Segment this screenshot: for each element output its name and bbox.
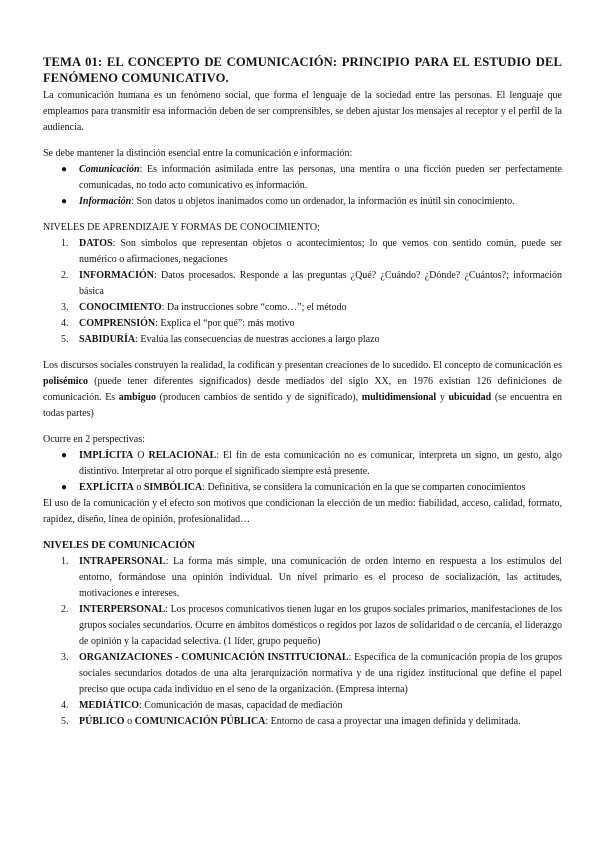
list-item: 5. PÚBLICO o COMUNICACIÓN PÚBLICA: Entorno de casa a proyectar una imagen definida y delimitada. [61, 716, 521, 727]
knowledge-heading: NIVELES DE APRENDIZAJE Y FORMAS DE CONOCIMIENTO; [43, 222, 320, 233]
distinction-list [43, 162, 562, 210]
list-item: 1. INTRAPERSONAL: La forma más simple, una comunicación de orden interno en respuesta a los estímulos del entorno, formándose una opinión individual. Un nivel primario es el proceso de socialización, las actitudes, motivaciones e intereses. [61, 556, 562, 599]
communication-levels-list [43, 554, 562, 730]
list-item: 1. DATOS: Son símbolos que representan objetos o acontecimientos; lo que vemos con sentido común, puede ser numérico o afirmaciones, negaciones [61, 238, 562, 265]
list-item: 2. INFORMACIÓN: Datos procesados. Responde a las preguntas ¿Qué? ¿Cuándo? ¿Dónde? ¿Cuántos?; información básica [61, 270, 562, 297]
list-item: 5. SABIDURÍA: Evalúa las consecuencias de nuestras acciones a largo plazo [61, 334, 380, 345]
bullet-icon: ● [61, 164, 68, 175]
communication-levels-heading: NIVELES DE COMUNICACIÓN [43, 540, 195, 551]
document-title: TEMA 01: EL CONCEPTO DE COMUNICACIÓN: PRINCIPIO PARA EL ESTUDIO DEL FENÓMENO COMUNICATIVO. [43, 55, 562, 85]
list-item: 4. COMPRENSIÓN: Explica el “por qué”: más motivo [61, 318, 295, 329]
bullet-icon: ● [61, 482, 68, 493]
list-item: ● IMPLÍCITA O RELACIONAL: El fin de esta comunicación no es comunicar, interpreta un signo, un gesto, algo distintivo. Interpretar al otro porque el significado siempre está presente. [61, 450, 562, 477]
perspectives-list [43, 448, 562, 496]
perspectives-lead: Ocurre en 2 perspectivas: [43, 434, 145, 445]
bullet-icon: ● [61, 196, 68, 207]
list-item: 2. INTERPERSONAL: Los procesos comunicativos tienen lugar en los grupos sociales primarios, manifestaciones de los grupos sociales secundarios. Ocurre en ámbitos domésticos o regidos por lazos de solidaridad o de cercanía, el liderazgo de opinión y la capacidad selectiva. (1 líder, grupo pequeño) [61, 604, 562, 647]
list-item: ● Información: Son datos u objetos inanimados como un ordenador, la información es inútil sin conocimiento. [79, 194, 562, 210]
list-item: ● Comunicación: Es información asimilada entre las personas, una mentira o una ficción pueden ser perfectamente comunicadas, no todo acto comunicativo es información. [61, 164, 562, 191]
distinction-lead: Se debe mantener la distinción esencial entre la comunicación e información: [43, 148, 353, 159]
intro-paragraph: La comunicación humana es un fenómeno social, que forma el lenguaje de la sociedad entre las personas. El lenguaje que empleamos para transmitir esa información deben de ser comprensibles, se deben ajustar los mensajes al receptor y el perfil de la audiencia. [43, 90, 562, 133]
perspectives-closing: El uso de la comunicación y el efecto son motivos que condicionan la elección de un medio: fiabilidad, acceso, calidad, formato, rapidez, diseño, línea de opinión, profesionalidad… [43, 498, 562, 525]
knowledge-list [43, 236, 562, 348]
discourse-paragraph: Los discursos sociales construyen la realidad, la codifican y presentan creaciones de lo sucedido. El concepto de comunicación es polisémico (puede tener diferentes significados) desde mediados del siglo XX, en 1976 existían 126 definiciones de comunicación. Es ambiguo (producen cambios de sentido y de significado), multidimensional y ubicuidad (se encuentra en todas partes) [43, 360, 563, 419]
bullet-icon: ● [61, 450, 68, 461]
list-item: 4. MEDIÁTICO: Comunicación de masas, capacidad de mediación [61, 700, 343, 711]
list-item: 3. CONOCIMIENTO: Da instrucciones sobre “como…”; el método [61, 302, 347, 313]
list-item: 3. ORGANIZACIONES - COMUNICACIÓN INSTITUCIONAL: Específica de la comunicación propia de los grupos sociales secundarios dotados de una alta jerarquización normativa y de una rigidez institucional que define el papel preciso que ocupa cada individuo en el seno de la organización. (Empresa interna) [61, 652, 562, 695]
list-item: ● EXPLÍCITA o SIMBÓLICA: Definitiva, se considera la comunicación en la que se comparten conocimientos [79, 480, 562, 496]
